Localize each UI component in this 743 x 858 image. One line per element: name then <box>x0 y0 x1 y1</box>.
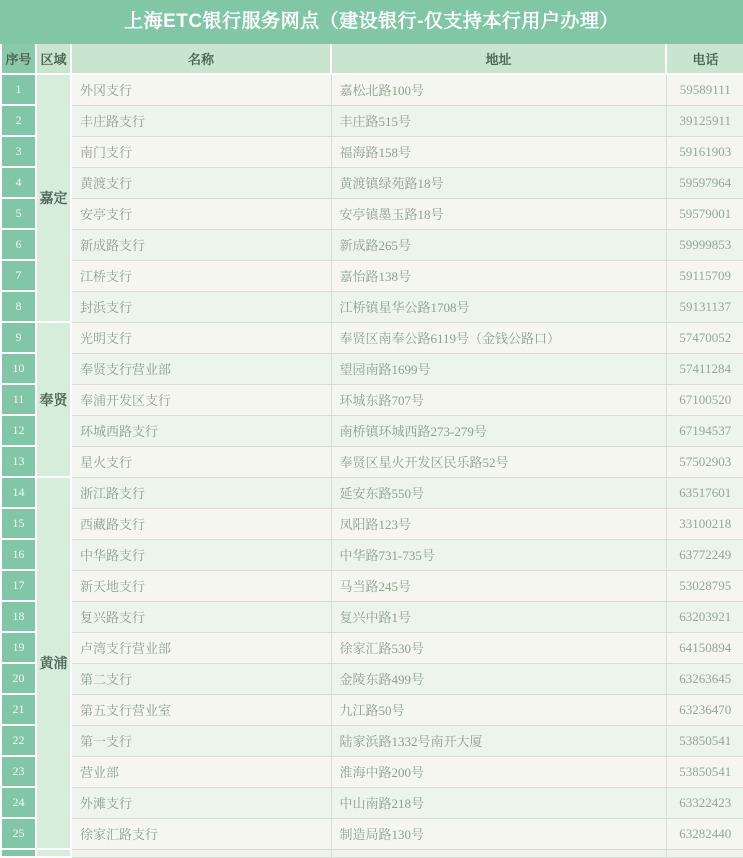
row-index: 12 <box>1 415 36 446</box>
branch-address: 中山南路218号 <box>331 787 666 818</box>
branch-name: 外冈支行 <box>71 74 331 105</box>
branch-phone: 59579001 <box>666 198 743 229</box>
column-header-index: 序号 <box>1 44 36 74</box>
branch-phone: 64150894 <box>666 632 743 663</box>
table-header-row <box>1 44 743 74</box>
branch-name: 中华路支行 <box>71 539 331 570</box>
table-row <box>1 570 743 601</box>
branch-phone: 63772249 <box>666 539 743 570</box>
branch-name: 丰庄路支行 <box>71 105 331 136</box>
branch-address: 安亭镇墨玉路18号 <box>331 198 666 229</box>
table-row <box>1 818 743 849</box>
row-index: 25 <box>1 818 36 849</box>
row-index: 6 <box>1 229 36 260</box>
branch-address: 中华路731-735号 <box>331 539 666 570</box>
branch-name: 环城西路支行 <box>71 415 331 446</box>
table-row <box>1 446 743 477</box>
branch-address: 奉贤区星火开发区民乐路52号 <box>331 446 666 477</box>
table-row <box>1 353 743 384</box>
branch-phone: 39125911 <box>666 105 743 136</box>
table-row <box>1 632 743 663</box>
branch-address: 嘉怡路138号 <box>331 260 666 291</box>
region-cell: 奉贤 <box>36 322 71 477</box>
branch-name <box>71 849 331 857</box>
table-row <box>1 415 743 446</box>
branch-phone: 53028795 <box>666 570 743 601</box>
table-row <box>1 694 743 725</box>
branch-address: 环城东路707号 <box>331 384 666 415</box>
table-row <box>1 260 743 291</box>
table-row <box>1 756 743 787</box>
row-index: 8 <box>1 291 36 322</box>
branch-phone: 59597964 <box>666 167 743 198</box>
branch-name: 西藏路支行 <box>71 508 331 539</box>
branch-phone: 63236470 <box>666 694 743 725</box>
column-header-region: 区域 <box>36 44 71 74</box>
row-index: 23 <box>1 756 36 787</box>
branch-address <box>331 849 666 857</box>
branch-name: 黄渡支行 <box>71 167 331 198</box>
branch-name: 徐家汇路支行 <box>71 818 331 849</box>
row-index: 19 <box>1 632 36 663</box>
row-index: 4 <box>1 167 36 198</box>
branch-phone <box>666 849 743 857</box>
row-index: 13 <box>1 446 36 477</box>
row-index: 24 <box>1 787 36 818</box>
column-header-name: 名称 <box>71 44 331 74</box>
branch-name: 浙江路支行 <box>71 477 331 508</box>
branch-name: 奉贤支行营业部 <box>71 353 331 384</box>
branch-phone: 63322423 <box>666 787 743 818</box>
branch-address: 制造局路130号 <box>331 818 666 849</box>
table-row <box>1 136 743 167</box>
row-index: 11 <box>1 384 36 415</box>
table-row <box>1 167 743 198</box>
branch-name: 安亭支行 <box>71 198 331 229</box>
branch-address: 新成路265号 <box>331 229 666 260</box>
branch-name: 封浜支行 <box>71 291 331 322</box>
branch-phone: 63263645 <box>666 663 743 694</box>
region-cell <box>36 849 71 857</box>
branch-address: 黄渡镇绿苑路18号 <box>331 167 666 198</box>
branch-phone: 33100218 <box>666 508 743 539</box>
row-index: 3 <box>1 136 36 167</box>
region-cell: 黄浦 <box>36 477 71 849</box>
row-index: 16 <box>1 539 36 570</box>
column-header-phone: 电话 <box>666 44 743 74</box>
branch-phone: 59115709 <box>666 260 743 291</box>
row-index: 2 <box>1 105 36 136</box>
branch-address: 江桥镇星华公路1708号 <box>331 291 666 322</box>
column-header-address: 地址 <box>331 44 666 74</box>
table-row-partial <box>1 849 743 857</box>
row-index <box>1 849 36 857</box>
branch-name: 新天地支行 <box>71 570 331 601</box>
branch-name: 卢湾支行营业部 <box>71 632 331 663</box>
branch-address: 奉贤区南奉公路6119号（金钱公路口） <box>331 322 666 353</box>
branch-address: 九江路50号 <box>331 694 666 725</box>
row-index: 10 <box>1 353 36 384</box>
branch-name: 营业部 <box>71 756 331 787</box>
branch-name: 星火支行 <box>71 446 331 477</box>
branch-address: 嘉松北路100号 <box>331 74 666 105</box>
branch-name: 复兴路支行 <box>71 601 331 632</box>
branch-phone: 63517601 <box>666 477 743 508</box>
row-index: 22 <box>1 725 36 756</box>
row-index: 14 <box>1 477 36 508</box>
branch-phone: 59161903 <box>666 136 743 167</box>
row-index: 17 <box>1 570 36 601</box>
branch-address: 凤阳路123号 <box>331 508 666 539</box>
branch-phone: 63282440 <box>666 818 743 849</box>
branch-phone: 59999853 <box>666 229 743 260</box>
page-title: 上海ETC银行服务网点（建设银行-仅支持本行用户办理） <box>0 0 743 44</box>
table-row <box>1 787 743 818</box>
row-index: 1 <box>1 74 36 105</box>
branch-phone: 57411284 <box>666 353 743 384</box>
branch-address: 陆家浜路1332号南开大厦 <box>331 725 666 756</box>
table-row <box>1 229 743 260</box>
branch-phone: 63203921 <box>666 601 743 632</box>
branch-phone: 53850541 <box>666 725 743 756</box>
branch-address: 福海路158号 <box>331 136 666 167</box>
table-row <box>1 477 743 508</box>
table-row <box>1 105 743 136</box>
branch-address: 丰庄路515号 <box>331 105 666 136</box>
row-index: 21 <box>1 694 36 725</box>
row-index: 7 <box>1 260 36 291</box>
branch-name: 外滩支行 <box>71 787 331 818</box>
row-index: 5 <box>1 198 36 229</box>
branch-address: 金陵东路499号 <box>331 663 666 694</box>
table-row <box>1 725 743 756</box>
row-index: 20 <box>1 663 36 694</box>
branch-phone: 67194537 <box>666 415 743 446</box>
branch-address: 马当路245号 <box>331 570 666 601</box>
branch-phone: 57502903 <box>666 446 743 477</box>
table-row <box>1 322 743 353</box>
table-row <box>1 663 743 694</box>
row-index: 15 <box>1 508 36 539</box>
branch-address: 复兴中路1号 <box>331 601 666 632</box>
table-row <box>1 291 743 322</box>
branch-address: 徐家汇路530号 <box>331 632 666 663</box>
branch-name: 第一支行 <box>71 725 331 756</box>
branch-phone: 57470052 <box>666 322 743 353</box>
branch-name: 第五支行营业室 <box>71 694 331 725</box>
branch-name: 南门支行 <box>71 136 331 167</box>
table-row <box>1 74 743 105</box>
table-row <box>1 539 743 570</box>
branch-address: 延安东路550号 <box>331 477 666 508</box>
row-index: 18 <box>1 601 36 632</box>
branch-table <box>0 44 743 858</box>
branch-name: 江桥支行 <box>71 260 331 291</box>
branch-name: 奉浦开发区支行 <box>71 384 331 415</box>
branch-phone: 59131137 <box>666 291 743 322</box>
branch-address: 淮海中路200号 <box>331 756 666 787</box>
row-index: 9 <box>1 322 36 353</box>
table-row <box>1 601 743 632</box>
table-row <box>1 508 743 539</box>
branch-address: 南桥镇环城西路273-279号 <box>331 415 666 446</box>
branch-name: 第二支行 <box>71 663 331 694</box>
branch-phone: 59589111 <box>666 74 743 105</box>
region-cell: 嘉定 <box>36 74 71 322</box>
table-row <box>1 198 743 229</box>
branch-name: 新成路支行 <box>71 229 331 260</box>
table-row <box>1 384 743 415</box>
branch-address: 望园南路1699号 <box>331 353 666 384</box>
branch-phone: 53850541 <box>666 756 743 787</box>
branch-name: 光明支行 <box>71 322 331 353</box>
branch-phone: 67100520 <box>666 384 743 415</box>
